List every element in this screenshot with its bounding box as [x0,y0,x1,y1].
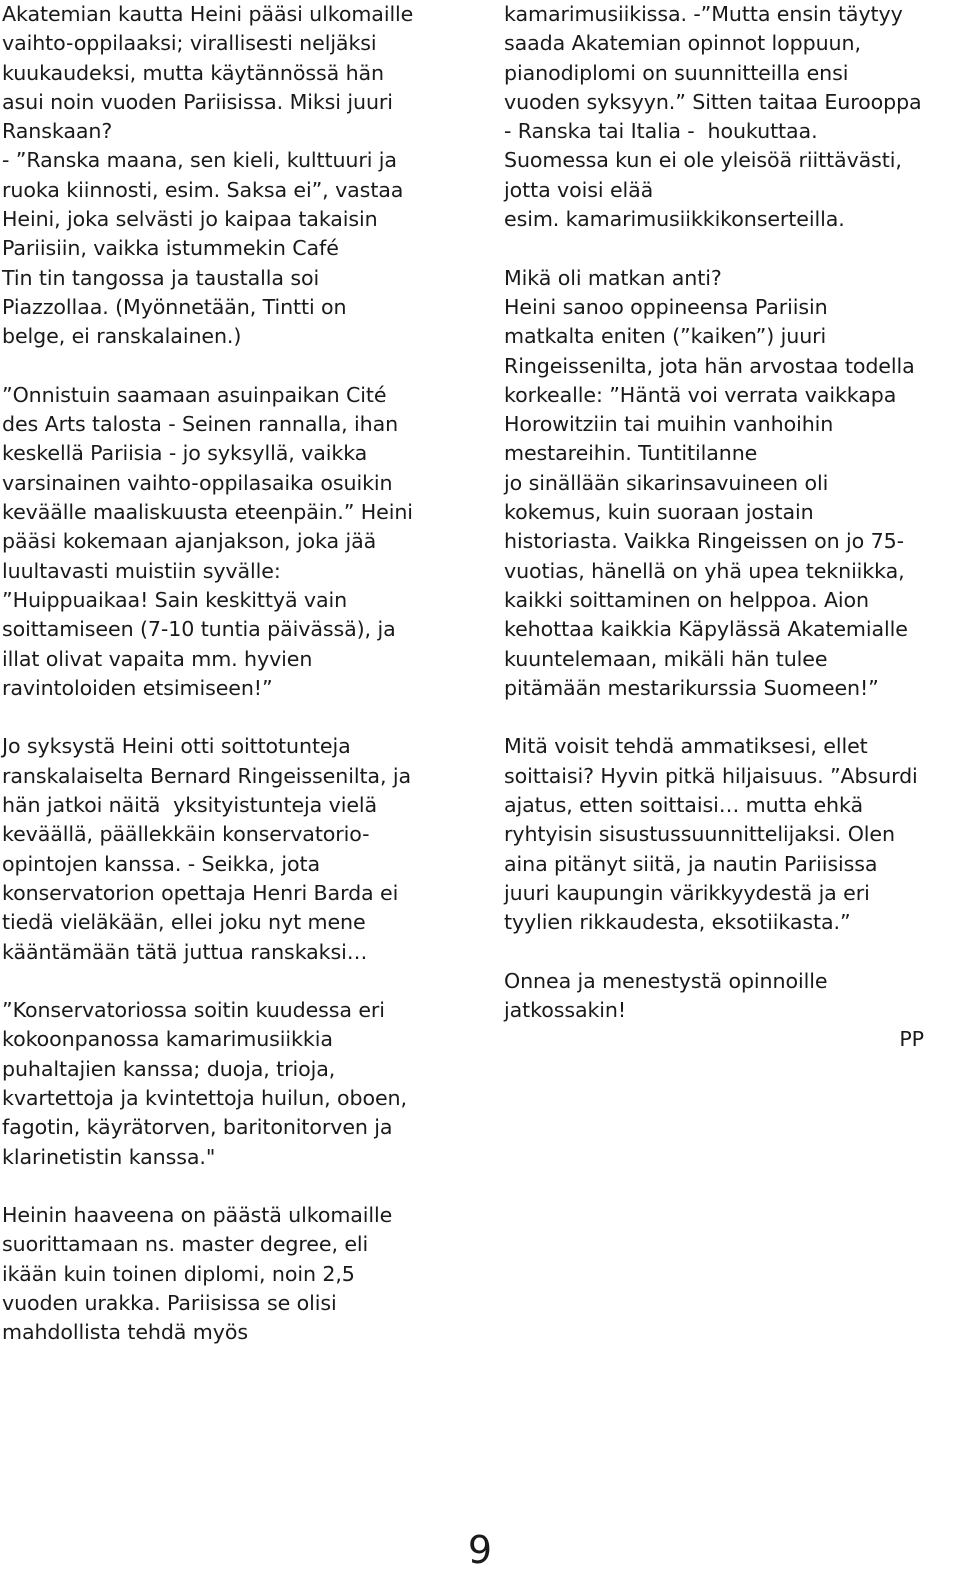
text-line: jatkossakin! [504,998,627,1023]
text-line: esim. kamarimusiikkikonserteilla. [504,207,845,232]
text-line: Mikä oli matkan anti? [504,265,722,290]
paragraph-gap [504,234,960,263]
text-line: luultavasti muistiin syvälle: [2,558,281,583]
article-paragraph [2,732,472,966]
text-line: - Ranska tai Italia - houkuttaa. [504,119,818,144]
text-line: jotta voisi elää [504,177,654,202]
paragraph-gap [2,703,472,732]
paragraph-gap [2,967,472,996]
text-line: puhaltajien kanssa; duoja, trioja, [2,1056,336,1081]
text-line: jo sinällään sikarinsavuineen oli [504,470,829,495]
text-line: - ”Ranska maana, sen kieli, kulttuuri ja [2,148,397,173]
paragraph-gap [2,352,472,381]
article-paragraph [504,0,960,234]
text-line: Mitä voisit tehdä ammatiksesi, ellet [504,734,868,759]
text-line: ”Konservatoriossa soitin kuudessa eri [2,998,385,1023]
text-line: Pariisiin, vaikka istummekin Café [2,236,339,261]
text-line: Ringeissenilta, jota hän arvostaa todella [504,353,915,378]
text-line: tyylien rikkaudesta, eksotiikasta.” [504,910,851,935]
text-line: Horowitziin tai muihin vanhoihin [504,412,834,437]
text-line: Piazzollaa. (Myönnetään, Tintti on [2,294,347,319]
text-line: kvartettoja ja kvintettoja huilun, oboen, [2,1085,407,1110]
article-paragraph [504,264,960,703]
paragraph-gap [504,938,960,967]
text-line: soittaisi? Hyvin pitkä hiljaisuus. ”Absurdi [504,763,918,788]
right-column [504,0,960,1055]
text-line: mahdollista tehdä myös [2,1320,248,1345]
text-line: aina pitänyt siitä, ja nautin Pariisissa [504,851,878,876]
text-line: illat olivat vapaita mm. hyvien [2,646,313,671]
text-line: ”Huippuaikaa! Sain keskittyä vain [2,587,348,612]
page-number: 9 [467,1528,493,1572]
text-line: vuoden syksyyn.” Sitten taitaa Eurooppa [504,89,922,114]
text-line: Heini sanoo oppineensa Pariisin [504,294,828,319]
text-line: opintojen kanssa. - Seikka, jota [2,851,320,876]
text-line: Suomessa kun ei ole yleisöä riittävästi, [504,148,902,173]
text-line: matkalta eniten (”kaiken”) juuri [504,324,827,349]
text-line: ikään kuin toinen diplomi, noin 2,5 [2,1261,355,1286]
text-line: Onnea ja menestystä opinnoille [504,968,828,993]
text-line: vuoden urakka. Pariisissa se olisi [2,1291,337,1316]
text-line: Tin tin tangossa ja taustalla soi [2,265,320,290]
text-line: mestareihin. Tuntitilanne [504,441,758,466]
text-line: vuotias, hänellä on yhä upea tekniikka, [504,558,905,583]
text-line: ranskalaiselta Bernard Ringeissenilta, ja [2,763,411,788]
article-paragraph [504,967,960,1026]
text-line: soittamiseen (7-10 tuntia päivässä), ja [2,617,396,642]
text-line: varsinainen vaihto-oppilasaika osuikin [2,470,393,495]
text-line: kehottaa kaikkia Käpylässä Akatemialle [504,617,908,642]
article-paragraph [2,1201,472,1347]
article-paragraph [2,381,472,703]
text-line: ”Onnistuin saamaan asuinpaikan Cité [2,382,387,407]
article-paragraph [504,732,960,937]
article-paragraph [2,0,472,352]
text-line: Heinin haaveena on päästä ulkomaille [2,1203,393,1228]
text-line: Akatemian kautta Heini pääsi ulkomaille [2,2,414,26]
text-line: keskellä Pariisia - jo syksyllä, vaikka [2,441,368,466]
text-line: vaihto-oppilaaksi; virallisesti neljäksi [2,31,377,56]
text-line: hän jatkoi näitä yksityistunteja vielä [2,793,378,818]
text-line: kuuntelemaan, mikäli hän tulee [504,646,828,671]
text-line: ravintoloiden etsimiseen!” [2,675,273,700]
text-line: kokemus, kuin suoraan jostain [504,500,814,525]
text-line: suorittamaan ns. master degree, eli [2,1232,369,1257]
text-line: keväälle maaliskuusta eteenpäin.” Heini [2,500,413,525]
text-line: tiedä vieläkään, ellei joku nyt mene [2,910,366,935]
author-signature: PP [899,1027,924,1052]
text-line: kokoonpanossa kamarimusiikkia [2,1027,333,1052]
text-line: des Arts talosta - Seinen rannalla, ihan [2,412,399,437]
text-line: ajatus, etten soittaisi… mutta ehkä [504,793,863,818]
text-line: saada Akatemian opinnot loppuun, [504,31,861,56]
text-line: juuri kaupungin värikkyydestä ja eri [504,880,870,905]
text-line: Jo syksystä Heini otti soittotunteja [2,734,351,759]
text-line: pianodiplomi on suunnitteilla ensi [504,60,849,85]
article-paragraph [2,996,472,1172]
text-line: historiasta. Vaikka Ringeissen on jo 75- [504,529,904,554]
text-line: kamarimusiikissa. -”Mutta ensin täytyy [504,2,903,26]
text-line: asui noin vuoden Pariisissa. Miksi juuri [2,89,393,114]
paragraph-gap [2,1172,472,1201]
text-line: ruoka kiinnosti, esim. Saksa ei”, vastaa [2,177,404,202]
text-line: pääsi kokemaan ajanjakson, joka jää [2,529,377,554]
text-line: belge, ei ranskalainen.) [2,324,242,349]
text-line: Ranskaan? [2,119,113,144]
text-line: kaikki soittaminen on helppoa. Aion [504,587,870,612]
text-line: Heini, joka selvästi jo kaipaa takaisin [2,207,378,232]
text-line: kuukaudeksi, mutta käytännössä hän [2,60,384,85]
text-line: konservatorion opettaja Henri Barda ei [2,880,399,905]
text-line: keväällä, päällekkäin konservatorio- [2,822,370,847]
text-line: korkealle: ”Häntä voi verrata vaikkapa [504,382,897,407]
text-line: fagotin, käyrätorven, baritonitorven ja [2,1115,393,1140]
text-line: pitämään mestarikurssia Suomeen!” [504,675,879,700]
text-line: klarinetistin kanssa." [2,1144,216,1169]
paragraph-gap [504,703,960,732]
left-column [2,0,472,1348]
text-line: kääntämään tätä juttua ranskaksi… [2,939,368,964]
text-line: ryhtyisin sisustussuunnittelijaksi. Olen [504,822,895,847]
